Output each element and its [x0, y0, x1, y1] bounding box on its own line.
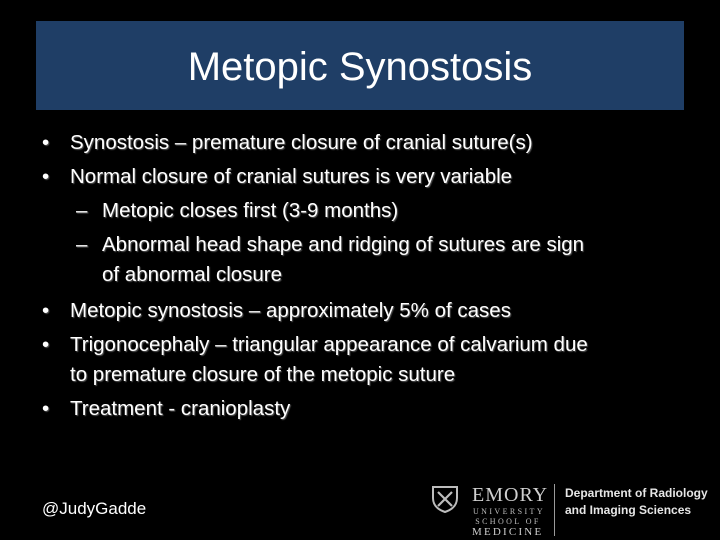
bullet-text: Synostosis – premature closure of cranial suture(s) [70, 131, 533, 154]
bullet-text: Metopic synostosis – approximately 5% of cases [70, 299, 511, 322]
emory-logo [430, 482, 720, 540]
bullet-marker: • [42, 333, 50, 356]
department-line-2: and Imaging Sciences [565, 503, 692, 517]
emory-wordmark: EMORY [472, 484, 549, 506]
sub-bullet-text: of abnormal closure [102, 263, 283, 286]
twitter-handle: @JudyGadde [42, 499, 147, 518]
bullet-text: to premature closure of the metopic suture [70, 363, 456, 386]
sub-bullet-text: Metopic closes first (3-9 months) [102, 199, 399, 222]
slide-title: Metopic Synostosis [187, 45, 533, 89]
department-line-1: Department of Radiology [565, 486, 708, 500]
sub-bullet-text: Abnormal head shape and ridging of sutures are sign [102, 233, 585, 256]
logo-divider [554, 484, 555, 536]
medicine-label: MEDICINE [472, 526, 544, 538]
emory-shield-icon [430, 484, 460, 514]
bullet-item [0, 394, 720, 424]
bullet-item [0, 162, 720, 192]
bullet-item [0, 296, 720, 326]
dash-marker: – [76, 233, 88, 256]
dash-marker: – [76, 199, 88, 222]
sub-bullet-item [0, 230, 720, 290]
bullet-marker: • [42, 165, 50, 188]
bullet-marker: • [42, 299, 50, 322]
bullet-marker: • [42, 397, 50, 420]
bullet-item [0, 330, 720, 390]
bullet-text: Trigonocephaly – triangular appearance of calvarium due [70, 333, 588, 356]
university-label: UNIVERSITY [473, 507, 545, 516]
bullet-text: Treatment - cranioplasty [70, 397, 291, 420]
bullet-marker: • [42, 131, 50, 154]
bullet-list [0, 128, 720, 424]
bullet-item [0, 128, 720, 158]
department-name [565, 485, 708, 519]
sub-bullet-item [0, 196, 720, 226]
school-of-label: SCHOOL OF [475, 517, 541, 526]
bullet-text: Normal closure of cranial sutures is very variable [70, 165, 513, 188]
title-banner [36, 21, 684, 110]
